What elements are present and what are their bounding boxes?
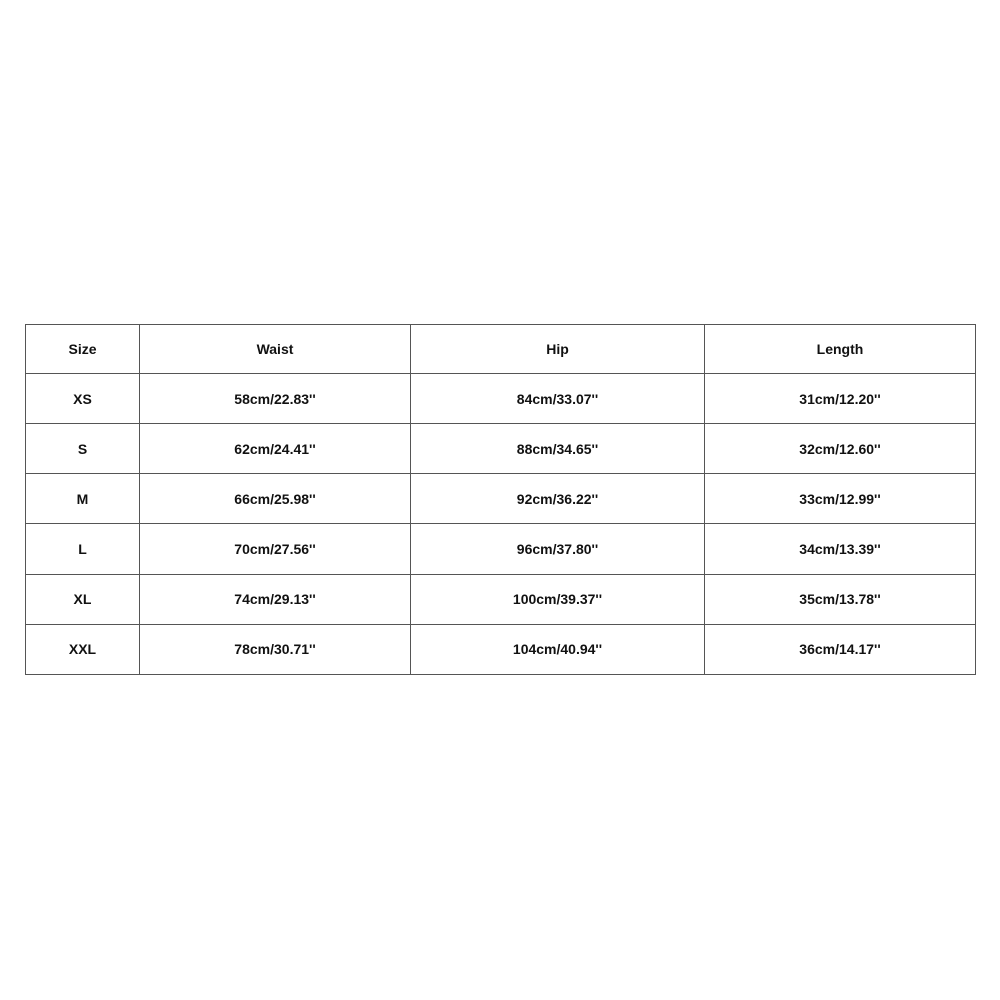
cell-waist: 58cm/22.83''	[140, 374, 411, 424]
cell-hip: 104cm/40.94''	[411, 624, 705, 674]
cell-waist: 70cm/27.56''	[140, 524, 411, 574]
cell-waist: 74cm/29.13''	[140, 574, 411, 624]
cell-size: XL	[26, 574, 140, 624]
cell-length: 36cm/14.17''	[705, 624, 976, 674]
table-row	[26, 474, 976, 524]
cell-size: XXL	[26, 624, 140, 674]
cell-length: 33cm/12.99''	[705, 474, 976, 524]
header-length: Length	[705, 325, 976, 374]
cell-hip: 92cm/36.22''	[411, 474, 705, 524]
cell-size: S	[26, 424, 140, 474]
cell-length: 34cm/13.39''	[705, 524, 976, 574]
table-row	[26, 624, 976, 674]
table-row	[26, 574, 976, 624]
header-waist: Waist	[140, 325, 411, 374]
size-chart-table	[25, 324, 976, 675]
cell-length: 35cm/13.78''	[705, 574, 976, 624]
cell-waist: 62cm/24.41''	[140, 424, 411, 474]
header-hip: Hip	[411, 325, 705, 374]
cell-size: XS	[26, 374, 140, 424]
table-row	[26, 524, 976, 574]
cell-hip: 96cm/37.80''	[411, 524, 705, 574]
table-row	[26, 374, 976, 424]
cell-length: 32cm/12.60''	[705, 424, 976, 474]
cell-length: 31cm/12.20''	[705, 374, 976, 424]
cell-waist: 78cm/30.71''	[140, 624, 411, 674]
cell-hip: 100cm/39.37''	[411, 574, 705, 624]
cell-size: L	[26, 524, 140, 574]
table-header-row	[26, 325, 976, 374]
cell-waist: 66cm/25.98''	[140, 474, 411, 524]
cell-hip: 88cm/34.65''	[411, 424, 705, 474]
cell-size: M	[26, 474, 140, 524]
table-row	[26, 424, 976, 474]
cell-hip: 84cm/33.07''	[411, 374, 705, 424]
header-size: Size	[26, 325, 140, 374]
